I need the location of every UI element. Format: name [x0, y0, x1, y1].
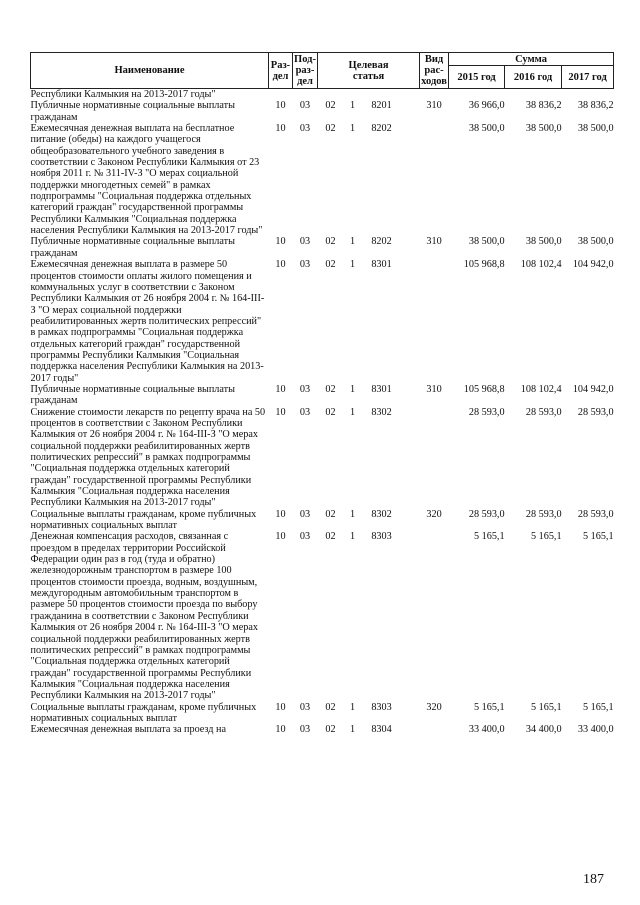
- row-sum-2016: 38 500,0: [525, 236, 562, 248]
- row-subsection: 03: [299, 100, 311, 112]
- row-name: Денежная компенсация расходов, связанная с проездом в пределах территории Российской Федерации один раз в год (туда и обратно) железнодорожным транспортом в размере 100 процентов стоимости проезда, водным, воздушным, междугородным автомобильным транспортом в размере 50 процентов стоимости проезда по выбору гражданина в соответствии с Законом Республики Калмыкия от 26 ноября 2004 г. № 164-III-З "О мерах социальной поддержки реабилитированных жертв политических репрессий" в рамках подпрограммы "Социальная поддержка отдельных категорий граждан" государственной программы Республики Калмыкия "Социальная поддержка населения Республики Калмыкия на 2013-2017 годы": [30, 531, 258, 702]
- header-expense-type: Вид рас- ходов: [421, 54, 447, 87]
- row-section: 10: [275, 123, 286, 135]
- row-expense-type: 320: [426, 701, 442, 713]
- row-target-program: 02: [325, 724, 336, 736]
- row-expense-type: [420, 123, 449, 236]
- row-subsection: 03: [299, 531, 311, 543]
- row-target-program: 02: [325, 531, 336, 543]
- row-sum-2017: 104 942,0: [572, 383, 614, 395]
- page-number: 187: [583, 872, 604, 887]
- header-year-2015: 2015 год: [449, 66, 505, 89]
- row-expense-type: [420, 407, 449, 509]
- row-name: Республики Калмыкия на 2013-2017 годы": [30, 89, 216, 100]
- row-subsection: 03: [299, 406, 311, 418]
- row-target-subprogram: 1: [349, 259, 356, 271]
- row-name: Ежемесячная денежная выплата в размере 50 процентов стоимости оплаты жилого помещения и коммунальных услуг в соответствии с Законом Республики Калмыкия от 26 ноября 2004 г. № 164-III-З "О мерах социальной поддержки реабилитированных жертв политических репрессий" в рамках подпрограммы "Социальная поддержка отдельных категорий граждан" государственной программы Республики Калмыкия "Социальная поддержка населения Республики Калмыкия на 2013-2017 годы": [30, 259, 265, 384]
- row-sum-2017: 5 165,1: [583, 701, 614, 713]
- row-section: 10: [275, 259, 286, 271]
- row-target-subprogram: 1: [349, 531, 356, 543]
- row-target-program: [318, 89, 344, 101]
- row-target-subprogram: 1: [349, 724, 356, 736]
- row-target-program: 02: [325, 259, 336, 271]
- row-section: [269, 89, 293, 101]
- row-target-program: 02: [325, 100, 336, 112]
- row-sum-2017: 33 400,0: [577, 724, 614, 736]
- table-row: [31, 123, 614, 236]
- header-section: Раз- дел: [269, 53, 293, 89]
- row-section: 10: [275, 236, 286, 248]
- row-expense-type: 320: [426, 508, 442, 520]
- row-target-extra: [402, 702, 420, 725]
- row-sum-2016: 34 400,0: [525, 724, 562, 736]
- row-expense-type: 310: [426, 236, 442, 248]
- row-section: 10: [275, 100, 286, 112]
- row-target-code: 8303: [371, 701, 392, 713]
- header-subsection: Под- раз- дел: [294, 54, 316, 87]
- row-target-extra: [402, 384, 420, 407]
- row-target-extra: [402, 407, 420, 509]
- row-name: Публичные нормативные социальные выплаты гражданам: [30, 383, 235, 407]
- table-row: [31, 384, 614, 407]
- row-sum-2015: 38 500,0: [468, 123, 505, 135]
- row-section: 10: [275, 383, 286, 395]
- row-target-code: 8304: [371, 724, 392, 736]
- row-sum-2016: [505, 89, 562, 101]
- row-target-subprogram: 1: [349, 383, 356, 395]
- row-sum-2015: 5 165,1: [473, 531, 505, 543]
- row-section: 10: [275, 508, 286, 520]
- row-sum-2015: [449, 89, 505, 101]
- row-sum-2017: 5 165,1: [583, 531, 614, 543]
- row-target-program: 02: [325, 123, 336, 135]
- table-row: [31, 259, 614, 384]
- table-row: [31, 89, 614, 101]
- row-target-extra: [402, 89, 420, 101]
- row-subsection: 03: [299, 236, 311, 248]
- row-target-subprogram: 1: [349, 508, 356, 520]
- row-sum-2017: 38 836,2: [577, 100, 614, 112]
- row-target-extra: [402, 259, 420, 384]
- row-sum-2015: 5 165,1: [473, 701, 505, 713]
- row-name: Ежемесячная денежная выплата за проезд на: [30, 724, 226, 736]
- row-target-extra: [402, 531, 420, 701]
- table-row: [31, 724, 614, 735]
- row-target-code: 8303: [371, 531, 392, 543]
- row-target-code: [362, 89, 402, 101]
- table-row: [31, 236, 614, 259]
- row-target-code: 8301: [371, 259, 392, 271]
- row-sum-2017: [562, 89, 614, 101]
- row-subsection: 03: [299, 701, 311, 713]
- row-target-extra: [402, 236, 420, 259]
- row-target-extra: [402, 123, 420, 236]
- row-sum-2015: 28 593,0: [468, 406, 505, 418]
- header-year-2017: 2017 год: [562, 66, 614, 89]
- header-year-2016: 2016 год: [505, 66, 562, 89]
- row-expense-type: [420, 724, 449, 735]
- row-name: Публичные нормативные социальные выплаты гражданам: [30, 100, 235, 123]
- row-sum-2016: 38 500,0: [525, 123, 562, 135]
- row-target-subprogram: [344, 89, 362, 101]
- row-sum-2016: 108 102,4: [520, 259, 562, 271]
- row-target-code: 8302: [371, 508, 392, 520]
- row-expense-type: [420, 89, 449, 101]
- row-sum-2017: 104 942,0: [572, 259, 614, 271]
- row-sum-2017: 38 500,0: [577, 236, 614, 248]
- row-name: Социальные выплаты гражданам, кроме публичных нормативных социальных выплат: [30, 508, 257, 532]
- row-subsection: 03: [299, 724, 311, 736]
- row-target-subprogram: 1: [349, 406, 356, 418]
- row-target-extra: [402, 509, 420, 532]
- row-target-code: 8301: [371, 383, 392, 395]
- row-target-code: 8202: [371, 123, 392, 135]
- table-body: [31, 89, 614, 736]
- row-sum-2016: 28 593,0: [525, 508, 562, 520]
- row-sum-2015: 105 968,8: [463, 259, 505, 271]
- row-target-code: 8202: [371, 236, 392, 248]
- row-name: Социальные выплаты гражданам, кроме публичных нормативных социальных выплат: [30, 701, 257, 724]
- row-section: 10: [275, 531, 286, 543]
- row-sum-2016: 108 102,4: [520, 383, 562, 395]
- row-target-subprogram: 1: [349, 701, 356, 713]
- row-name: Публичные нормативные социальные выплаты гражданам: [30, 236, 235, 259]
- table-row: [31, 531, 614, 701]
- row-expense-type: [420, 531, 449, 701]
- row-subsection: 03: [299, 383, 311, 395]
- table-row: [31, 702, 614, 725]
- row-sum-2017: 28 593,0: [577, 508, 614, 520]
- table-row: [31, 509, 614, 532]
- row-name: Ежемесячная денежная выплата на бесплатное питание (обеды) на каждого учащегося общеобразовательного учебного заведения в соответствии с Законом Республики Калмыкия от 23 ноября 2011 г. № 311-IV-З "О мерах социальной поддержки многодетных семей" в рамках подпрограммы "Социальная поддержка отдельных категорий граждан" государственной программы Республики Калмыкия "Социальная поддержка населения Республики Калмыкия на 2013-2017 годы": [30, 123, 263, 237]
- row-target-program: 02: [325, 383, 336, 395]
- row-target-program: 02: [325, 236, 336, 248]
- table-row: [31, 407, 614, 509]
- row-subsection: 03: [299, 259, 311, 271]
- row-target-program: 02: [325, 701, 336, 713]
- budget-table: [30, 52, 614, 736]
- header-name: Наименование: [31, 53, 269, 89]
- row-expense-type: 310: [426, 100, 442, 112]
- row-name: Снижение стоимости лекарств по рецепту врача на 50 процентов в соответствии с Законом Республики Калмыкия от 26 ноября 2004 г. № 164-III-З "О мерах социальной поддержки реабилитированных жертв политических репрессий" в рамках подпрограммы "Социальная поддержка отдельных категорий граждан" государственной программы Республики Калмыкия "Социальная поддержка населения Республики Калмыкия на 2013-2017 годы": [30, 406, 266, 509]
- row-sum-2015: 105 968,8: [463, 383, 505, 395]
- row-target-code: 8201: [371, 100, 392, 112]
- row-sum-2016: 28 593,0: [525, 406, 562, 418]
- row-target-extra: [402, 724, 420, 735]
- row-sum-2016: 5 165,1: [530, 531, 562, 543]
- row-section: 10: [275, 724, 286, 736]
- header-sum: Сумма: [449, 53, 614, 66]
- row-target-subprogram: 1: [349, 100, 356, 112]
- row-sum-2016: 38 836,2: [525, 100, 562, 112]
- row-sum-2015: 33 400,0: [468, 724, 505, 736]
- table-header: [31, 53, 614, 89]
- table-row: [31, 100, 614, 123]
- row-target-program: 02: [325, 406, 336, 418]
- row-target-program: 02: [325, 508, 336, 520]
- row-target-code: 8302: [371, 406, 392, 418]
- row-section: 10: [275, 406, 286, 418]
- row-target-extra: [402, 100, 420, 123]
- row-expense-type: 310: [426, 383, 442, 395]
- row-sum-2015: 38 500,0: [468, 236, 505, 248]
- row-section: 10: [275, 701, 286, 713]
- row-target-subprogram: 1: [349, 236, 356, 248]
- row-target-subprogram: 1: [349, 123, 356, 135]
- row-sum-2015: 28 593,0: [468, 508, 505, 520]
- row-subsection: 03: [299, 508, 311, 520]
- row-sum-2017: 38 500,0: [577, 123, 614, 135]
- row-subsection: [293, 89, 318, 101]
- row-subsection: 03: [299, 123, 311, 135]
- row-sum-2016: 5 165,1: [530, 701, 562, 713]
- header-target-article: Целевая статья: [318, 53, 420, 89]
- row-expense-type: [420, 259, 449, 384]
- row-sum-2015: 36 966,0: [468, 100, 505, 112]
- row-sum-2017: 28 593,0: [577, 406, 614, 418]
